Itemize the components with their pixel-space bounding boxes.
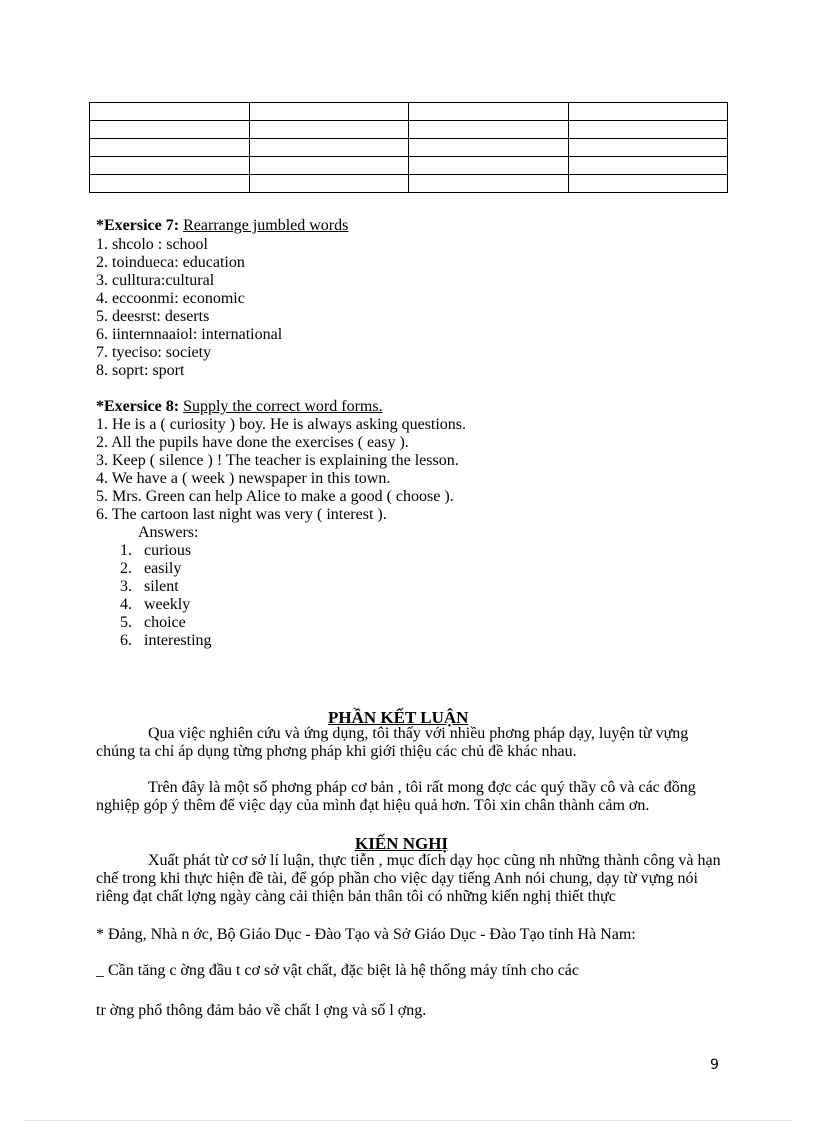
ex8-item-1: 1. He is a ( curiosity ) boy. He is always asking questions. xyxy=(96,416,467,433)
table-row xyxy=(90,157,728,175)
table-cell xyxy=(90,139,250,157)
table-cell xyxy=(409,139,569,157)
ex7-item-2: 2. toindueca: education xyxy=(96,254,245,271)
table-row xyxy=(90,139,728,157)
exercise-7-title: Rearrange jumbled words xyxy=(183,217,349,234)
answer-3: 3. silent xyxy=(120,578,179,595)
table-cell xyxy=(409,121,569,139)
ex8-item-6: 6. The cartoon last night was very ( interest ). xyxy=(96,506,387,523)
table-row xyxy=(90,121,728,139)
answers-label: Answers: xyxy=(138,524,199,541)
conclusion-title: PHẦN KẾT LUẬN xyxy=(328,708,469,727)
ex8-item-3: 3. Keep ( silence ) ! The teacher is explaining the lesson. xyxy=(96,452,459,469)
answer-6: 6. interesting xyxy=(120,632,212,649)
table-cell xyxy=(90,175,250,193)
table-cell xyxy=(249,157,409,175)
ex8-item-4: 4. We have a ( week ) newspaper in this town. xyxy=(96,470,391,487)
answer-2: 2. easily xyxy=(120,560,182,577)
table-cell xyxy=(568,103,728,121)
exercise-7-heading xyxy=(96,217,348,235)
answer-1: 1. curious xyxy=(120,542,192,559)
table-cell xyxy=(568,157,728,175)
recommend-paragraph-1: Xuất phát từ cơ sở lí luận, thực tiễn , mục đích dạy học cũng nh những thành công và hạn chế trong khi thực hiện đề tài, để góp phần cho việc dạy tiếng Anh nói chung, dạy từ vựng nói riêng đạt chất lợng ngày càng cải thiện bản thân tôi có những kiến nghị thiết thực xyxy=(96,852,721,905)
table-cell xyxy=(249,139,409,157)
table-cell xyxy=(568,139,728,157)
page-bottom-divider xyxy=(25,1120,791,1121)
recommend-paragraph-3: _ Cần tăng c ờng đầu t cơ sở vật chất, đặc biệt là hệ thống máy tính cho các xyxy=(96,962,580,979)
table-cell xyxy=(90,157,250,175)
ex7-item-3: 3. culltura:cultural xyxy=(96,272,215,289)
ex8-item-5: 5. Mrs. Green can help Alice to make a good ( choose ). xyxy=(96,488,454,505)
ex7-item-7: 7. tyeciso: society xyxy=(96,344,212,361)
table-cell xyxy=(568,175,728,193)
page-number: 9 xyxy=(710,1057,719,1073)
table-cell xyxy=(249,175,409,193)
table-cell xyxy=(409,103,569,121)
conclusion-paragraph-2: Trên đây là một số phơng pháp cơ bản , tôi rất mong đợc các quý thầy cô và các đồng nghiệp góp ý thêm để việc dạy của mình đạt hiệu quả hơn. Tôi xin chân thành cảm ơn. xyxy=(96,779,696,814)
table-row xyxy=(90,175,728,193)
empty-table xyxy=(89,102,728,193)
table-row xyxy=(90,103,728,121)
exercise-8-title: Supply the correct word forms. xyxy=(183,398,383,415)
conclusion-paragraph-1: Qua việc nghiên cứu và ứng dụng, tôi thấy với nhiều phơng pháp dạy, luyện từ vựng chúng ta chỉ áp dụng từng phơng pháp khi giới thiệu các chủ đề khác nhau. xyxy=(96,725,689,760)
ex7-item-8: 8. soprt: sport xyxy=(96,362,185,379)
table-cell xyxy=(249,103,409,121)
ex7-item-5: 5. deesrst: deserts xyxy=(96,308,210,325)
recommend-paragraph-2: * Đảng, Nhà n ớc, Bộ Giáo Dục - Đào Tạo và Sở Giáo Dục - Đào Tạo tỉnh Hà Nam: xyxy=(96,926,636,943)
table-cell xyxy=(90,103,250,121)
table-cell xyxy=(90,121,250,139)
table-cell xyxy=(409,175,569,193)
exercise-8-label: *Exersice 8: xyxy=(96,398,180,415)
table-cell xyxy=(568,121,728,139)
ex7-item-4: 4. eccoonmi: economic xyxy=(96,290,245,307)
exercise-7-label: *Exersice 7: xyxy=(96,217,180,234)
table-cell xyxy=(409,157,569,175)
answer-5: 5. choice xyxy=(120,614,186,631)
table-cell xyxy=(249,121,409,139)
ex7-item-1: 1. shcolo : school xyxy=(96,236,208,253)
exercise-8-heading xyxy=(96,398,383,416)
recommend-paragraph-4: tr ờng phổ thông đảm bảo về chất l ợng và số l ợng. xyxy=(96,1002,427,1019)
ex8-item-2: 2. All the pupils have done the exercises ( easy ). xyxy=(96,434,409,451)
ex7-item-6: 6. iinternnaaiol: international xyxy=(96,326,283,343)
answer-4: 4. weekly xyxy=(120,596,191,613)
recommend-title: KIẾN NGHỊ xyxy=(355,834,449,853)
